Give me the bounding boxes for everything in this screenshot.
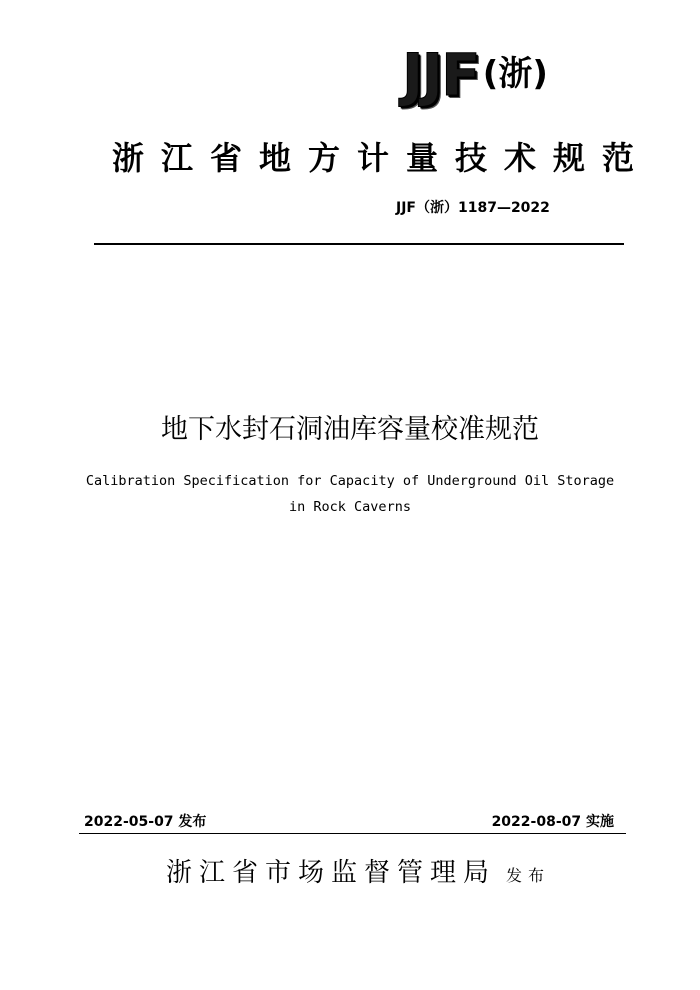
- header-divider: [94, 243, 624, 245]
- publisher-name: 浙江省市场监督管理局: [166, 858, 497, 888]
- document-title-chinese: 地下水封石洞油库容量校准规范: [161, 414, 539, 445]
- logo-suffix: (浙): [482, 54, 548, 94]
- english-title-line-1: Calibration Specification for Capacity of Underground Oil Storage: [85, 473, 615, 489]
- publisher: [166, 855, 550, 891]
- implementation-date: 2022-08-07 实施: [491, 814, 614, 830]
- issue-date: 2022-05-07 发布: [84, 814, 207, 830]
- document-title-english: [80, 468, 620, 520]
- logo-mark: JJF: [402, 41, 479, 109]
- publisher-action: 发布: [506, 866, 551, 885]
- footer-divider: [79, 833, 626, 834]
- jjf-logo: [402, 41, 548, 109]
- document-code: JJF（浙）1187—2022: [396, 200, 550, 216]
- english-title-line-2: in Rock Caverns: [289, 499, 411, 515]
- series-title: 浙江省地方计量技术规范: [112, 139, 652, 177]
